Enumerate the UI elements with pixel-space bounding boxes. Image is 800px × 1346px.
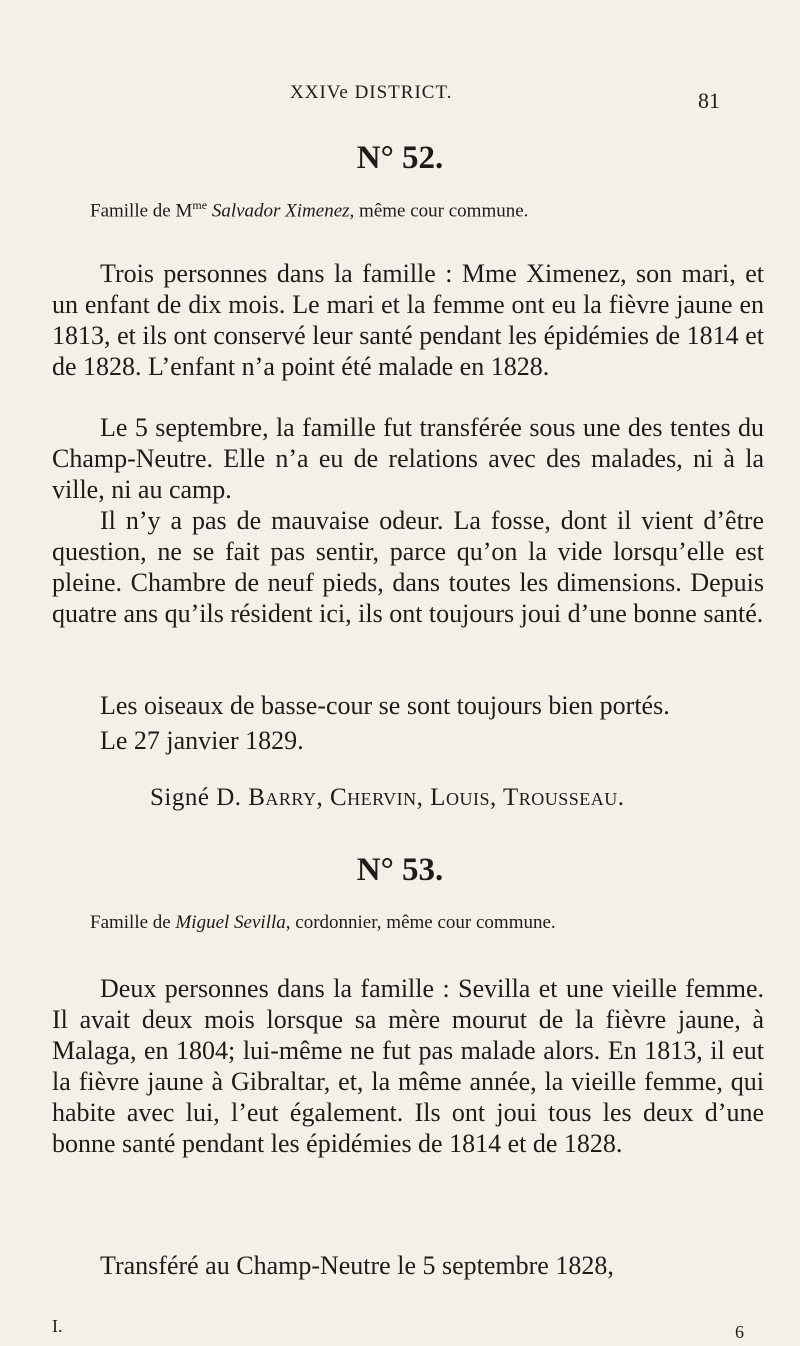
paragraph: Transféré au Champ-Neutre le 5 septembre 1828, bbox=[100, 1251, 614, 1280]
running-head: XXIVe DISTRICT. bbox=[290, 82, 453, 103]
paragraph: Il n’y a pas de mauvaise odeur. La fosse, dont il vient d’être question, ne se fait pas sentir, parce qu’on la vide lorsqu’elle est pleine. Chambre de neuf pieds, dans toutes les dimensions. Depuis quatre ans qu’ils résident ici, ils ont toujours joui d’une bonne santé. bbox=[52, 506, 764, 628]
subtitle-suffix: , cordonnier, même cour commune. bbox=[285, 912, 556, 933]
subtitle-prefix: Famille de bbox=[90, 912, 176, 933]
subtitle-family-name: Miguel Sevilla bbox=[175, 912, 286, 933]
entry-date: Le 27 janvier 1829. bbox=[100, 726, 304, 755]
paragraph: Les oiseaux de basse-cour se sont toujours bien portés. bbox=[100, 691, 670, 720]
signature-names: D. Barry, Chervin, Louis, Trousseau. bbox=[216, 784, 625, 811]
subtitle-suffix: , même cour commune. bbox=[349, 200, 529, 222]
entry-subtitle-52 bbox=[90, 198, 770, 222]
entry-title-53: N° 53. bbox=[356, 852, 444, 888]
entry-subtitle-53 bbox=[90, 912, 770, 934]
signature-label: Signé bbox=[150, 784, 210, 811]
subtitle-prefix: Famille de M bbox=[90, 200, 193, 222]
page-header bbox=[0, 82, 800, 122]
page-number: 81 bbox=[698, 88, 720, 113]
paragraph: Deux personnes dans la famille : Sevilla et une vieille femme. Il avait deux mois lorsque sa mère mourut de la fièvre jaune, à Malaga, en 1804; lui-même ne fut pas malade alors. En 1813, il eut la fièvre jaune à Gibraltar, et, la même année, la vieille femme, qui habite avec lui, l’eut également. Ils ont joui tous les deux d’une bonne santé pendant les épidémies de 1814 et de 1828. bbox=[52, 974, 764, 1158]
paragraph: Trois personnes dans la famille : Mme Ximenez, son mari, et un enfant de dix mois. Le mari et la femme ont eu la fièvre jaune en 1813, et ils ont conservé leur santé pendant les épidémies de 1814 et de 1828. L’enfant n’a point été malade en 1828. bbox=[52, 259, 764, 381]
paragraph: Le 5 septembre, la famille fut transférée sous une des tentes du Champ-Neutre. Elle n’a eu de relations avec des malades, ni à la ville, ni au camp. bbox=[52, 413, 764, 504]
subtitle-family-name: Salvador Ximenez bbox=[211, 200, 350, 222]
page-footer bbox=[0, 1316, 800, 1342]
sheet-number: 6 bbox=[735, 1322, 744, 1342]
subtitle-sup: me bbox=[192, 198, 208, 212]
entry-title-52: N° 52. bbox=[356, 140, 444, 176]
signature-line bbox=[150, 784, 625, 812]
signature-mark: I. bbox=[52, 1316, 63, 1336]
